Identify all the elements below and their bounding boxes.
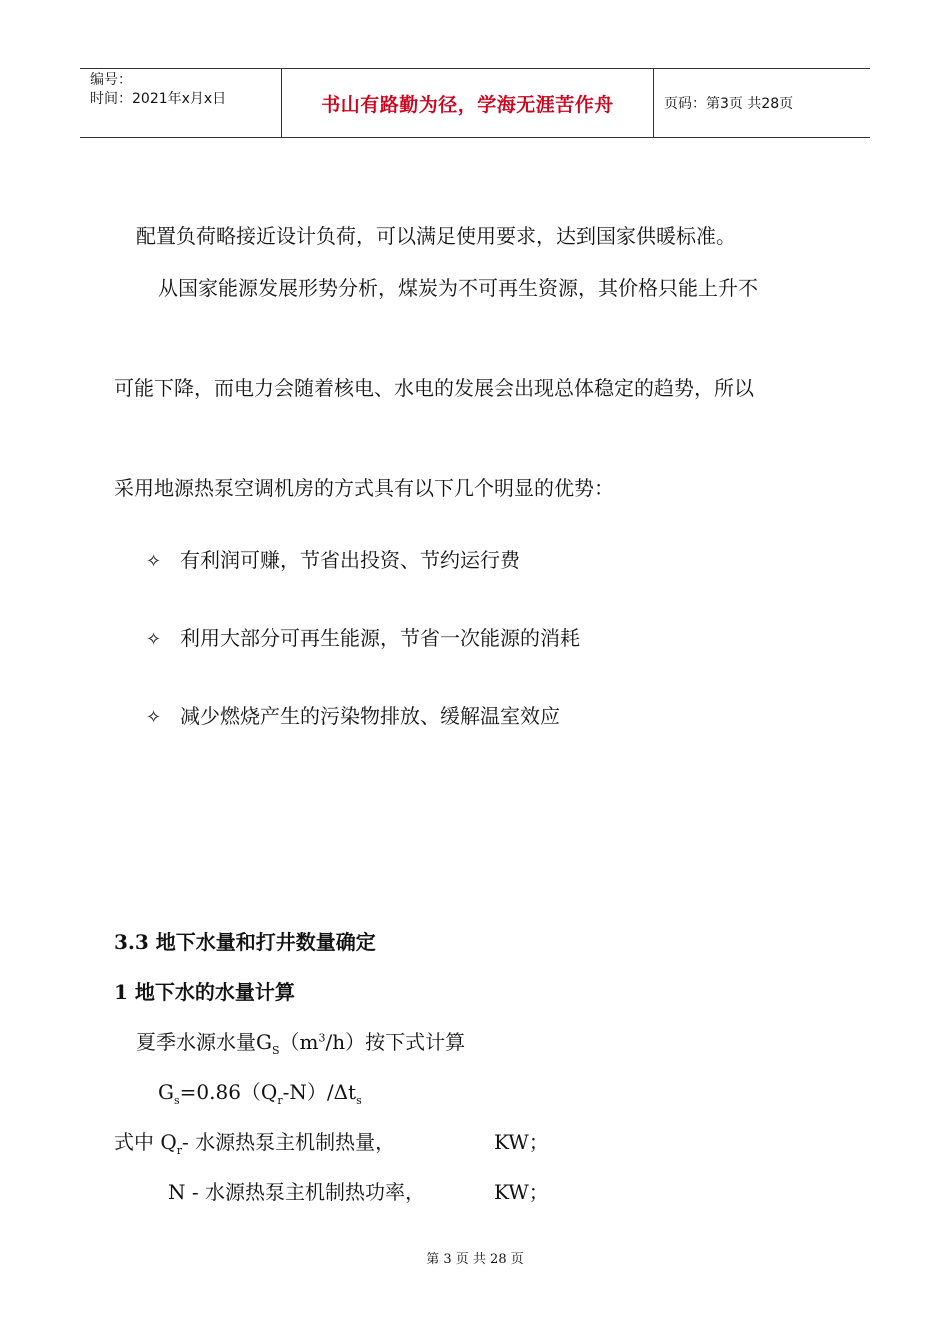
definition-2: N - 水源热泵主机制热功率， [168, 1180, 425, 1204]
diamond-star-icon: ✧ [146, 629, 162, 650]
header-right-cell [654, 69, 870, 137]
page-info: 页码：第3页 共28页 [664, 96, 794, 112]
section-heading: 3.3 地下水量和打井数量确定 [114, 930, 376, 954]
bullet-text: 减少燃烧产生的污染物排放、缓解温室效应 [180, 704, 560, 728]
paragraph-3: 可能下降，而电力会随着核电、水电的发展会出现总体稳定的趋势，所以 [114, 376, 754, 400]
subsection-heading: 1 地下水的水量计算 [114, 980, 295, 1004]
paragraph-1: 配置负荷略接近设计负荷，可以满足使用要求，达到国家供暖标准。 [136, 224, 736, 248]
header-motto-cell [282, 69, 654, 137]
definition-1-unit: KW； [494, 1130, 549, 1154]
bullet-item-3 [146, 700, 560, 729]
definition-2-unit: KW； [494, 1180, 549, 1204]
diamond-star-icon: ✧ [146, 551, 162, 572]
paragraph-4: 采用地源热泵空调机房的方式具有以下几个明显的优势： [114, 476, 614, 500]
number-label: 编号： [90, 72, 132, 88]
formula-intro: 夏季水源水量$G_S(m^3/h)$按下式计算 [136, 1030, 466, 1057]
paragraph-2: 从国家能源发展形势分析，煤炭为不可再生资源，其价格只能上升不 [158, 276, 758, 300]
bullet-text: 利用大部分可再生能源，节省一次能源的消耗 [180, 626, 580, 650]
time-label: 时间：2021年x月x日 [90, 91, 227, 107]
page-footer: 第 3 页 共 28 页 [426, 1252, 524, 1267]
motto: 书山有路勤为径，学海无涯苦作舟 [321, 93, 614, 116]
header-left-cell [80, 69, 282, 137]
page-header [80, 68, 870, 138]
bullet-text: 有利润可赚，节省出投资、节约运行费 [180, 548, 520, 572]
bullet-item-1 [146, 544, 520, 573]
formula: $G_s=0.86(Q_r-N)/\Delta t_s$ [158, 1080, 362, 1107]
diamond-star-icon: ✧ [146, 707, 162, 728]
bullet-item-2 [146, 622, 580, 651]
definition-1: 式中 $Q_r-$ 水源热泵主机制热量， [114, 1130, 396, 1157]
